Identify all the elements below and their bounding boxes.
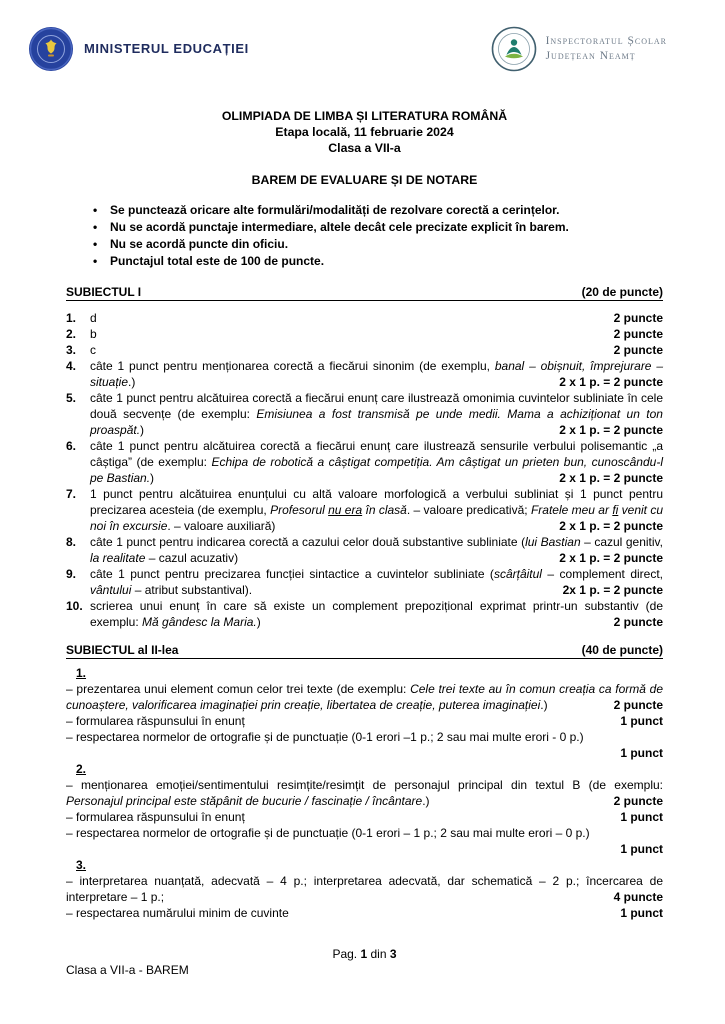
group-number-label: 2. <box>76 762 87 776</box>
ministry-branding <box>28 26 249 72</box>
item-score: 2x 1 p. = 2 puncte <box>555 582 663 598</box>
subject2-group-1 <box>66 665 663 761</box>
page-number: Pag. 1 din 3 <box>332 947 397 961</box>
criterion <box>66 873 663 905</box>
group-number-label: 3. <box>76 858 87 872</box>
document-body <box>0 108 725 921</box>
title-stage-date: Etapa locală, 11 februarie 2024 <box>275 125 454 139</box>
subject1-item-8 <box>66 534 663 566</box>
subject1-title: SUBIECTUL I <box>66 285 142 299</box>
criterion-text: – prezentarea unui element comun celor trei texte (de exemplu: Cele trei texte au în comun creația ca formă de cunoaștere, valorificarea imaginației prin creație, libertatea de creație, puterea imaginației.) <box>66 682 663 712</box>
item-text: câte 1 punct pentru indicarea corectă a cazului celor două substantive subliniate (lui Bastian – cazul genitiv, la realitate – cazul acuzativ) <box>90 535 663 565</box>
item-score: 2 x 1 p. = 2 puncte <box>551 470 663 486</box>
note-text: Se punctează oricare alte formulări/modalități de rezolvare corectă a cerințelor. <box>110 203 560 217</box>
subject1-item-10 <box>66 598 663 630</box>
inspectorate-logo-icon <box>491 26 537 72</box>
barem-heading: BAREM DE EVALUARE ȘI DE NOTARE <box>251 173 478 187</box>
subject2-group-2 <box>66 761 663 857</box>
item-score: 2 puncte <box>606 614 663 630</box>
criterion <box>66 681 663 713</box>
document-label: Clasa a VII-a - BAREM <box>66 963 189 977</box>
subject2-points: (40 de puncte) <box>581 643 663 657</box>
bullet-icon: • <box>93 220 98 234</box>
criterion-text: – respectarea normelor de ortografie și de punctuație (0-1 erori –1 p.; 2 sau mai multe erori - 0 p.) <box>66 730 584 744</box>
criterion-score: 1 punct <box>620 842 663 856</box>
item-number: 1. <box>66 311 77 325</box>
item-number: 10. <box>66 599 83 613</box>
criterion-text: – menționarea emoției/sentimentului resimțite/resimțit de personajul principal din textul B (de exemplu: Personajul principal este stăpânit de bucurie / fascinație / încântare.) <box>66 778 663 808</box>
subject1-items <box>66 310 663 630</box>
criterion-text: – respectarea numărului minim de cuvinte <box>66 906 289 920</box>
criterion-score: 1 punct <box>620 746 663 760</box>
bullet-icon: • <box>93 203 98 217</box>
ministry-logo-icon <box>28 26 74 72</box>
note-item <box>66 219 663 236</box>
page-footer <box>66 946 663 978</box>
criterion-score: 2 puncte <box>606 697 663 713</box>
criterion-score: 1 punct <box>612 809 663 825</box>
group-number <box>66 761 663 777</box>
note-item <box>66 236 663 253</box>
subject1-item-3 <box>66 342 663 358</box>
criterion-text: – formularea răspunsului în enunț <box>66 714 245 728</box>
criterion-score: 2 puncte <box>606 793 663 809</box>
bullet-icon: • <box>93 254 98 268</box>
item-text: b <box>90 327 97 341</box>
subject1-points: (20 de puncte) <box>581 285 663 299</box>
criterion-text: – formularea răspunsului în enunț <box>66 810 245 824</box>
item-text: câte 1 punct pentru alcătuirea corectă a fiecărui enunț care ilustrează omonimia cuvintelor subliniate în cele două secvențe (de exemplu: Emisiunea a fost transmisă pe unde medii. Mama a achiziționat un ton proaspăt.) <box>90 391 663 437</box>
inspectorate-name-line1: Inspectoratul Școlar <box>545 35 667 47</box>
item-text: d <box>90 311 97 325</box>
criterion-text: – interpretarea nuanțată, adecvată – 4 p.; interpretarea adecvată, dar schematică – 2 p.; încercarea de interpretare – 1 p.; <box>66 874 663 904</box>
criterion-text: – respectarea normelor de ortografie și de punctuație (0-1 erori – 1 p.; 2 sau mai multe erori – 0 p.) <box>66 826 590 840</box>
criterion <box>66 713 663 729</box>
inspectorate-branding <box>491 26 667 72</box>
document-title <box>66 108 663 156</box>
note-text: Nu se acordă punctaje intermediare, altele decât cele precizate explicit în barem. <box>110 220 569 234</box>
subject2-group-3 <box>66 857 663 921</box>
subject2-items <box>66 665 663 921</box>
note-text: Nu se acordă puncte din oficiu. <box>110 237 289 251</box>
subject1-item-2 <box>66 326 663 342</box>
note-item <box>66 253 663 270</box>
group-number <box>66 665 663 681</box>
item-score: 2 x 1 p. = 2 puncte <box>551 550 663 566</box>
item-text: c <box>90 343 96 357</box>
title-olympiad: OLIMPIADA DE LIMBA ȘI LITERATURA ROMÂNĂ <box>221 109 508 123</box>
subject1-header <box>66 284 663 301</box>
group-number <box>66 857 663 873</box>
item-text: câte 1 punct pentru precizarea funcției sintactice a cuvintelor subliniate (scârțâitul – complement direct, vântului – atribut substantival). <box>90 567 664 597</box>
item-number: 9. <box>66 567 77 581</box>
inspectorate-name-line2: Județean Neamț <box>545 50 636 62</box>
page-header <box>0 0 725 72</box>
criterion <box>66 825 663 841</box>
note-item <box>66 202 663 219</box>
item-text: câte 1 punct pentru alcătuirea corectă a fiecărui enunț care ilustrează sensurile verbului polisemantic „a câștiga” (de exemplu: Echipa de robotică a câștigat competiția. Am câștigat un prieten bun, cunoscându-l pe Bastian.) <box>90 439 663 485</box>
inspectorate-name <box>546 34 667 64</box>
item-score: 2 x 1 p. = 2 puncte <box>551 518 663 534</box>
ministry-name: MINISTERUL EDUCAȚIEI <box>84 41 249 56</box>
subject1-item-1 <box>66 310 663 326</box>
subject2-title: SUBIECTUL al II-lea <box>66 643 179 657</box>
group-number-label: 1. <box>76 666 87 680</box>
subject1-item-4 <box>66 358 663 390</box>
criterion <box>66 777 663 809</box>
item-score: 2 puncte <box>606 326 663 342</box>
criterion-score: 1 punct <box>612 713 663 729</box>
subject1-item-5 <box>66 390 663 438</box>
subject1-item-9 <box>66 566 663 598</box>
item-number: 6. <box>66 439 77 453</box>
bullet-icon: • <box>93 237 98 251</box>
item-score: 2 x 1 p. = 2 puncte <box>551 422 663 438</box>
item-score: 2 x 1 p. = 2 puncte <box>551 374 663 390</box>
item-text: 1 punct pentru alcătuirea enunțului cu altă valoare morfologică a verbului subliniat și 1 punct pentru precizarea acesteia (de exemplu, Profesorul nu era în clasă. – valoare predicativă; Fratele meu ar fi venit cu noi în excursie. – valoare auxiliară) <box>90 487 664 533</box>
item-text: câte 1 punct pentru menționarea corectă a fiecărui sinonim (de exemplu, banal – obișnuit, împrejurare – situație.) <box>90 359 664 389</box>
criterion <box>66 809 663 825</box>
item-score: 2 puncte <box>606 342 663 358</box>
criterion-score: 4 puncte <box>606 889 663 905</box>
item-text: scrierea unui enunț în care să existe un complement prepozițional exprimat printr-un substantiv (de exemplu: Mă gândesc la Maria.) <box>90 599 663 629</box>
title-class: Clasa a VII-a <box>328 141 401 155</box>
item-number: 7. <box>66 487 77 501</box>
item-number: 2. <box>66 327 77 341</box>
item-number: 3. <box>66 343 77 357</box>
item-number: 5. <box>66 391 77 405</box>
note-text: Punctajul total este de 100 de puncte. <box>110 254 325 268</box>
item-number: 4. <box>66 359 77 373</box>
item-score: 2 puncte <box>606 310 663 326</box>
criterion <box>66 729 663 745</box>
subject1-item-7 <box>66 486 663 534</box>
subject2-header <box>66 642 663 659</box>
criterion-score: 1 punct <box>612 905 663 921</box>
item-number: 8. <box>66 535 77 549</box>
criterion <box>66 905 663 921</box>
grading-notes <box>66 202 663 270</box>
subject1-item-6 <box>66 438 663 486</box>
